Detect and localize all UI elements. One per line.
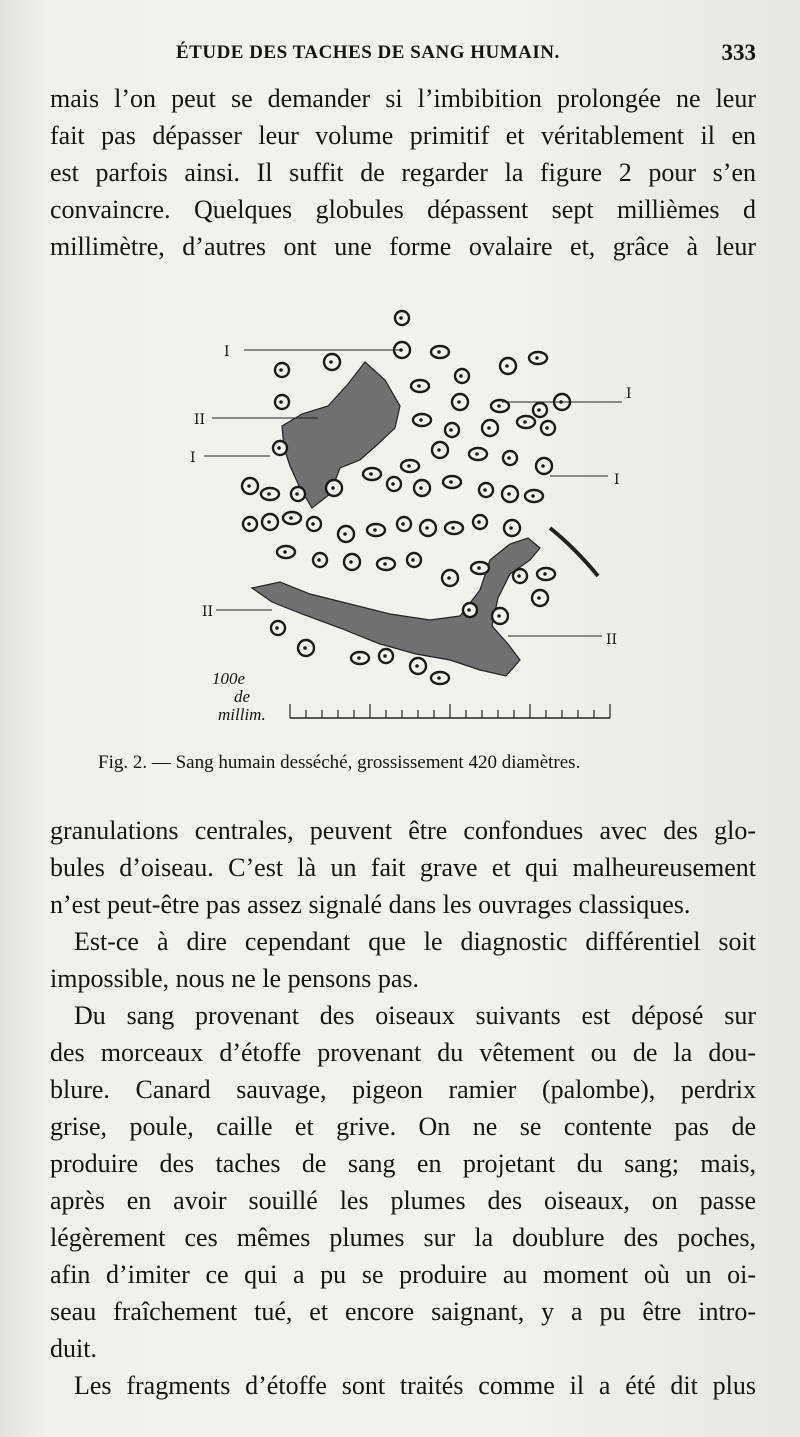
figure-label: I xyxy=(190,450,196,466)
blood-globule xyxy=(529,352,547,364)
blood-globule xyxy=(261,488,279,500)
blood-globule xyxy=(243,517,257,531)
blood-globule xyxy=(443,476,461,488)
blood-globule xyxy=(326,480,342,496)
text-line: grise, poule, caille et grive. On ne se contente pas de xyxy=(50,1112,756,1141)
blood-globule xyxy=(413,414,431,426)
blood-globule xyxy=(502,486,518,502)
running-header xyxy=(176,38,766,70)
blood-globule xyxy=(291,487,305,501)
blood-globule xyxy=(500,358,516,374)
fibre-strand xyxy=(550,528,598,576)
blood-globule xyxy=(401,460,419,472)
blood-globule xyxy=(503,451,517,465)
scale-word: millim. xyxy=(218,705,266,724)
figure-label: II xyxy=(606,632,618,648)
text-line: légèrement ces mêmes plumes sur la doublure des poches, xyxy=(50,1223,756,1252)
text-line: est parfois ainsi. Il suffit de regarder la figure 2 pour s’en xyxy=(50,158,756,187)
blood-globule xyxy=(275,363,289,377)
blood-globule xyxy=(445,522,463,534)
blood-globule xyxy=(313,553,327,567)
blood-globule xyxy=(242,478,258,494)
blood-globule xyxy=(463,603,477,617)
blood-globule xyxy=(363,468,381,480)
text-line: blure. Canard sauvage, pigeon ramier (palombe), perdrix xyxy=(50,1075,756,1104)
blood-globule xyxy=(431,346,449,358)
blood-globule xyxy=(351,652,369,664)
text-line: Du sang provenant des oiseaux suivants est déposé sur xyxy=(74,1001,756,1030)
figure-label: II xyxy=(194,412,206,428)
scale-value: 100e xyxy=(212,669,246,688)
text-line: bules d’oiseau. C’est là un fait grave et qui malheureusement xyxy=(50,853,756,882)
blood-globule xyxy=(277,546,295,558)
blood-globule xyxy=(283,512,301,524)
blood-globule xyxy=(395,311,409,325)
text-line: produire des taches de sang en projetant du sang; mais, xyxy=(50,1149,756,1178)
blood-globule xyxy=(533,403,547,417)
blood-globule xyxy=(414,480,430,496)
figure-label: II xyxy=(202,604,214,620)
blood-globule xyxy=(420,520,436,536)
blood-globule xyxy=(492,608,508,624)
figure-label: I xyxy=(224,344,230,360)
blood-globule xyxy=(275,395,289,409)
dried-blood-mass xyxy=(252,538,540,676)
blood-globule xyxy=(452,394,468,410)
text-line: afin d’imiter ce qui a pu se produire au moment où un oi- xyxy=(50,1260,756,1289)
text-line: mais l’on peut se demander si l’imbibition prolongée ne leur xyxy=(50,84,756,113)
blood-globule xyxy=(379,649,393,663)
blood-globule xyxy=(532,590,548,606)
blood-globule xyxy=(407,553,421,567)
blood-globule xyxy=(307,517,321,531)
blood-globule xyxy=(517,416,535,428)
blood-globule xyxy=(344,554,360,570)
text-line: après en avoir souillé les plumes des oiseaux, on passe xyxy=(50,1186,756,1215)
blood-globule xyxy=(471,562,489,574)
figure-label: I xyxy=(614,472,620,488)
blood-globule xyxy=(397,517,411,531)
text-line: n’est peut-être pas assez signalé dans les ouvrages classiques. xyxy=(50,890,691,919)
blood-globule xyxy=(338,526,354,542)
blood-globule xyxy=(525,490,543,502)
running-title: ÉTUDE DES TACHES DE SANG HUMAIN. xyxy=(176,42,560,63)
figure-illustration xyxy=(190,298,650,728)
text-line: millimètre, d’autres ont une forme ovalaire et, grâce à leur xyxy=(50,232,756,261)
paragraph-bottom xyxy=(50,812,756,1404)
page-number: 333 xyxy=(721,40,756,65)
blood-globule xyxy=(431,672,449,684)
text-line: duit. xyxy=(50,1334,97,1363)
paragraph-top xyxy=(50,80,756,265)
text-line: fait pas dépasser leur volume primitif et véritablement il en xyxy=(50,121,756,150)
blood-globule xyxy=(411,380,429,392)
blood-globule xyxy=(445,423,459,437)
blood-globule xyxy=(442,570,458,586)
blood-globule xyxy=(482,420,498,436)
blood-globule xyxy=(432,442,448,458)
blood-globule xyxy=(387,477,401,491)
blood-globule xyxy=(298,640,314,656)
text-line: seau fraîchement tué, et encore saignant, y a pu être intro- xyxy=(50,1297,756,1326)
blood-globule xyxy=(469,448,487,460)
scale-bar xyxy=(290,704,610,718)
blood-globule xyxy=(479,483,493,497)
blood-globule xyxy=(504,520,520,536)
text-line: impossible, nous ne le pensons pas. xyxy=(50,964,420,993)
blood-globule xyxy=(536,458,552,474)
blood-globule xyxy=(324,354,340,370)
text-line: granulations centrales, peuvent être confondues avec des glo- xyxy=(50,816,756,845)
figure-label: I xyxy=(626,386,632,402)
blood-globule xyxy=(513,569,527,583)
blood-cells-drawing xyxy=(190,298,650,728)
blood-globule xyxy=(537,568,555,580)
text-line: Est-ce à dire cependant que le diagnostic différentiel soit xyxy=(74,927,756,956)
text-line: convaincre. Quelques globules dépassent sept millièmes d xyxy=(50,195,756,224)
blood-globule xyxy=(410,658,426,674)
blood-globule xyxy=(455,369,469,383)
blood-globule xyxy=(377,558,395,570)
blood-globule xyxy=(273,441,287,455)
figure-caption: Fig. 2. — Sang humain desséché, grossissement 420 diamètres. xyxy=(98,752,581,773)
text-line: Les fragments d’étoffe sont traités comme il a été dit plus xyxy=(74,1371,756,1400)
blood-globule xyxy=(473,515,487,529)
scale-word: de xyxy=(234,687,251,706)
blood-globule xyxy=(367,524,385,536)
text-line: des morceaux d’étoffe provenant du vêtement ou de la dou- xyxy=(50,1038,756,1067)
blood-globule xyxy=(541,421,555,435)
blood-globule xyxy=(271,621,285,635)
blood-globule xyxy=(262,514,278,530)
